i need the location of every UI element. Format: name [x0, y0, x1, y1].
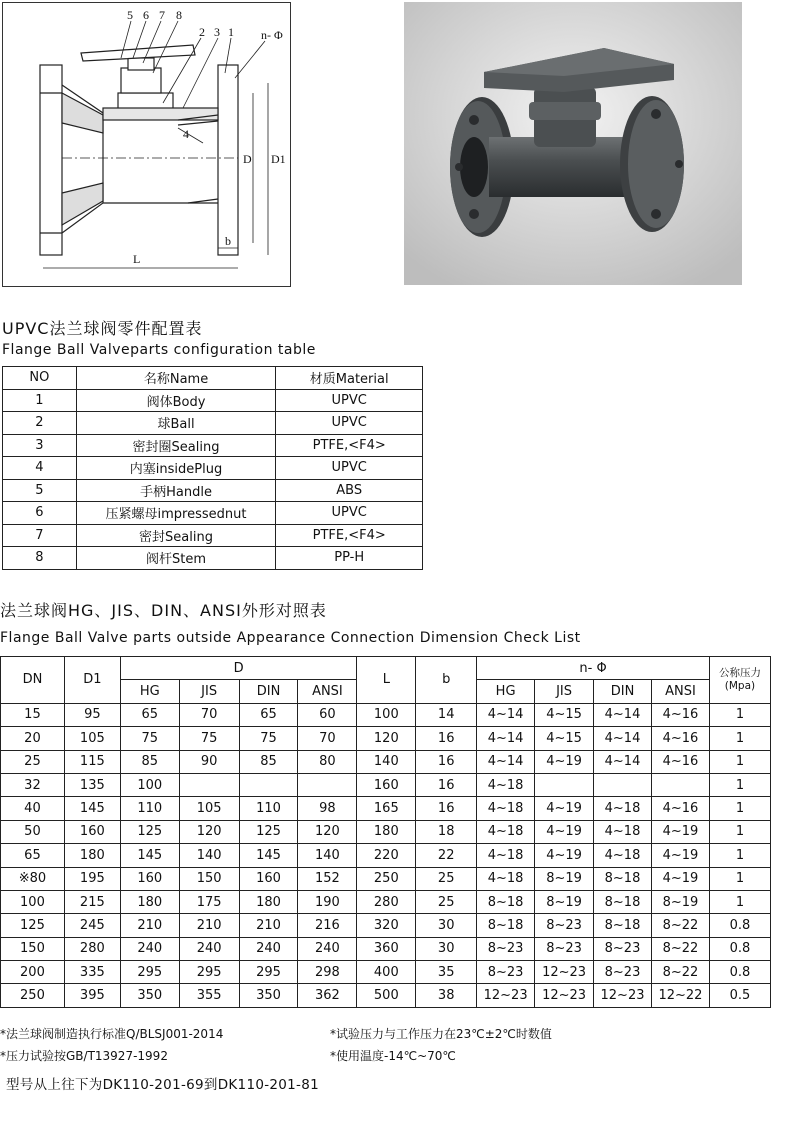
callout-6: 6 [143, 8, 149, 22]
cell: 120 [179, 820, 239, 843]
cell: UPVC [276, 389, 423, 412]
cell: 4~19 [535, 820, 594, 843]
cell: 298 [298, 961, 357, 984]
cell: 8~18 [594, 914, 652, 937]
cell: 350 [239, 984, 298, 1007]
cell: 140 [298, 844, 357, 867]
cell: 200 [1, 961, 65, 984]
table-row [1, 727, 771, 750]
table-row [1, 750, 771, 773]
table-row [1, 914, 771, 937]
cell: 320 [357, 914, 416, 937]
parts-title-cn: UPVC法兰球阀零件配置表 [2, 319, 203, 338]
cell: 90 [179, 750, 239, 773]
cell: 80 [298, 750, 357, 773]
table-row [3, 502, 423, 525]
cell: 4~19 [535, 844, 594, 867]
cell: 85 [120, 750, 179, 773]
cell: 335 [64, 961, 120, 984]
cell: 240 [179, 937, 239, 960]
cell: 350 [120, 984, 179, 1007]
header-b: b [416, 657, 477, 704]
cell: 4~18 [477, 797, 535, 820]
cell: 125 [239, 820, 298, 843]
table-row [1, 797, 771, 820]
cell: 150 [1, 937, 65, 960]
cell: 180 [120, 890, 179, 913]
cell: 3 [3, 434, 77, 457]
cell: 40 [1, 797, 65, 820]
cell: 35 [416, 961, 477, 984]
cell: 6 [3, 502, 77, 525]
cell: 180 [64, 844, 120, 867]
table-row [3, 412, 423, 435]
cell: 100 [120, 773, 179, 796]
parts-title-en: Flange Ball Valveparts configuration table [2, 342, 316, 358]
cell: 360 [357, 937, 416, 960]
cell: 65 [239, 703, 298, 726]
parts-header-row [3, 367, 423, 390]
cell: 4~19 [651, 820, 709, 843]
header-d-ansi: ANSI [298, 680, 357, 703]
header-d-jis: JIS [179, 680, 239, 703]
header-n-hg: HG [477, 680, 535, 703]
cell: 0.8 [709, 961, 770, 984]
cell: 8~23 [535, 937, 594, 960]
cell: 20 [1, 727, 65, 750]
callout-1: 1 [228, 25, 234, 39]
cell: 115 [64, 750, 120, 773]
cell: 125 [1, 914, 65, 937]
cell: 210 [239, 914, 298, 937]
cell: 195 [64, 867, 120, 890]
header-d1: D1 [64, 657, 120, 704]
cell: 8~18 [477, 914, 535, 937]
cell: 4~19 [535, 750, 594, 773]
cell: 30 [416, 914, 477, 937]
cell: 8~23 [594, 961, 652, 984]
callout-8: 8 [176, 8, 182, 22]
cell: 355 [179, 984, 239, 1007]
cell: PP-H [276, 547, 423, 570]
cell: 65 [120, 703, 179, 726]
cell: 8~18 [594, 867, 652, 890]
label-b: b [225, 234, 231, 248]
cell: 75 [239, 727, 298, 750]
dims-header-row-1 [1, 657, 771, 680]
cell: 152 [298, 867, 357, 890]
cell: 8~22 [651, 961, 709, 984]
dims-title-en: Flange Ball Valve parts outside Appearance Connection Dimension Check List [0, 630, 581, 646]
drawing-svg [3, 3, 290, 286]
cell: 25 [416, 890, 477, 913]
cell: 70 [298, 727, 357, 750]
cell: 250 [357, 867, 416, 890]
label-D: D [243, 152, 252, 166]
cell: 1 [709, 797, 770, 820]
cell: 280 [357, 890, 416, 913]
cell: ※80 [1, 867, 65, 890]
cell: 4 [3, 457, 77, 480]
cell: 500 [357, 984, 416, 1007]
cell: 4~15 [535, 727, 594, 750]
cell: 175 [179, 890, 239, 913]
table-row [3, 479, 423, 502]
cell: 125 [120, 820, 179, 843]
cell: 395 [64, 984, 120, 1007]
cell: 8~23 [594, 937, 652, 960]
parts-configuration-table [2, 366, 423, 570]
cell: 100 [357, 703, 416, 726]
cell: 210 [120, 914, 179, 937]
cell [179, 773, 239, 796]
dimension-check-table [0, 656, 771, 1008]
cell: 1 [709, 703, 770, 726]
cell: 18 [416, 820, 477, 843]
table-row [1, 961, 771, 984]
cell: 阀体Body [76, 389, 276, 412]
cell: 160 [357, 773, 416, 796]
cell: 140 [179, 844, 239, 867]
table-row [1, 937, 771, 960]
cell: 8~22 [651, 937, 709, 960]
cell: 8~23 [477, 937, 535, 960]
cell: 4~16 [651, 703, 709, 726]
cell: 16 [416, 727, 477, 750]
cell: 145 [239, 844, 298, 867]
cell: 球Ball [76, 412, 276, 435]
cell: 25 [1, 750, 65, 773]
cell: 105 [179, 797, 239, 820]
cell: 4~18 [594, 820, 652, 843]
cell: 110 [239, 797, 298, 820]
table-row [1, 773, 771, 796]
header-pressure [709, 657, 770, 704]
table-row [1, 820, 771, 843]
cell: 0.8 [709, 937, 770, 960]
cell: 75 [179, 727, 239, 750]
dims-body [1, 703, 771, 1007]
header-dn: DN [1, 657, 65, 704]
photo-svg [404, 2, 742, 285]
callout-7: 7 [159, 8, 165, 22]
cell: 295 [239, 961, 298, 984]
cell: 110 [120, 797, 179, 820]
cell: 190 [298, 890, 357, 913]
table-row [1, 867, 771, 890]
header-n-ansi: ANSI [651, 680, 709, 703]
header-material: 材质Material [276, 367, 423, 390]
cell: 22 [416, 844, 477, 867]
cell: 12~23 [535, 961, 594, 984]
cell: 4~18 [477, 773, 535, 796]
callout-4: 4 [183, 127, 189, 141]
cell: 145 [120, 844, 179, 867]
cell: 145 [64, 797, 120, 820]
cell [535, 773, 594, 796]
cell: 8~18 [594, 890, 652, 913]
cell: 8~18 [477, 890, 535, 913]
cell: 100 [1, 890, 65, 913]
cell: 12~22 [651, 984, 709, 1007]
cell: 8~22 [651, 914, 709, 937]
cell: 8~23 [535, 914, 594, 937]
cell: 4~18 [594, 797, 652, 820]
callout-2: 2 [199, 25, 205, 39]
header-l: L [357, 657, 416, 704]
cell: 4~14 [594, 703, 652, 726]
cell: 14 [416, 703, 477, 726]
cell: 1 [709, 890, 770, 913]
cell: 12~23 [594, 984, 652, 1007]
note-pressure-test: *压力试验按GB/T13927-1992 [0, 1049, 168, 1063]
pressure-unit: (Mpa) [724, 679, 756, 692]
cell: 240 [298, 937, 357, 960]
valve-cross-section-drawing [2, 2, 291, 287]
cell: ABS [276, 479, 423, 502]
cell: PTFE,<F4> [276, 524, 423, 547]
note-model-range: 型号从上往下为DK110-201-69到DK110-201-81 [6, 1077, 320, 1093]
cell: 压紧螺母impressednut [76, 502, 276, 525]
cell: 120 [298, 820, 357, 843]
cell: 105 [64, 727, 120, 750]
cell: 400 [357, 961, 416, 984]
cell: 15 [1, 703, 65, 726]
cell: 1 [709, 820, 770, 843]
cell: 75 [120, 727, 179, 750]
cell: 295 [179, 961, 239, 984]
cell: 密封圈Sealing [76, 434, 276, 457]
cell: 8 [3, 547, 77, 570]
cell: PTFE,<F4> [276, 434, 423, 457]
cell: 4~14 [477, 703, 535, 726]
cell: 140 [357, 750, 416, 773]
cell: 1 [709, 773, 770, 796]
table-row [3, 524, 423, 547]
cell: 密封Sealing [76, 524, 276, 547]
cell: 4~16 [651, 750, 709, 773]
cell: UPVC [276, 412, 423, 435]
cell: 245 [64, 914, 120, 937]
cell: 160 [64, 820, 120, 843]
label-D1: D1 [271, 152, 286, 166]
cell: 280 [64, 937, 120, 960]
cell: 250 [1, 984, 65, 1007]
cell: 4~18 [477, 867, 535, 890]
callout-3: 3 [214, 25, 220, 39]
cell: 4~18 [477, 820, 535, 843]
pressure-label: 公称压力 [718, 666, 761, 679]
callout-n-phi: n- Φ [261, 28, 283, 42]
cell: 2 [3, 412, 77, 435]
cell [298, 773, 357, 796]
cell: 70 [179, 703, 239, 726]
header-d: D [120, 657, 357, 680]
cell: 手柄Handle [76, 479, 276, 502]
cell [594, 773, 652, 796]
dims-title-cn: 法兰球阀HG、JIS、DIN、ANSI外形对照表 [0, 601, 327, 620]
label-L: L [133, 252, 141, 266]
cell: 8~19 [651, 890, 709, 913]
table-row [1, 844, 771, 867]
cell: 38 [416, 984, 477, 1007]
cell: 4~14 [477, 750, 535, 773]
cell: 4~18 [594, 844, 652, 867]
cell: 1 [709, 750, 770, 773]
cell: 30 [416, 937, 477, 960]
table-row [3, 389, 423, 412]
cell: 16 [416, 797, 477, 820]
header-name: 名称Name [76, 367, 276, 390]
cell: 120 [357, 727, 416, 750]
table-row [1, 984, 771, 1007]
cell: 165 [357, 797, 416, 820]
cell: 4~18 [477, 844, 535, 867]
cell: 8~23 [477, 961, 535, 984]
cell: 4~19 [651, 867, 709, 890]
cell: 16 [416, 750, 477, 773]
cell: 1 [709, 844, 770, 867]
cell: 362 [298, 984, 357, 1007]
cell: 50 [1, 820, 65, 843]
cell: 216 [298, 914, 357, 937]
cell: 60 [298, 703, 357, 726]
cell: 内塞insidePlug [76, 457, 276, 480]
cell: 220 [357, 844, 416, 867]
table-row [1, 890, 771, 913]
cell: 4~14 [594, 750, 652, 773]
cell: 180 [357, 820, 416, 843]
cell: 160 [239, 867, 298, 890]
cell: 135 [64, 773, 120, 796]
cell: 4~14 [594, 727, 652, 750]
cell: 4~16 [651, 797, 709, 820]
cell [239, 773, 298, 796]
cell: 8~19 [535, 867, 594, 890]
table-row [3, 434, 423, 457]
cell: 240 [120, 937, 179, 960]
header-n-phi: n- Φ [477, 657, 710, 680]
table-row [1, 703, 771, 726]
header-n-din: DIN [594, 680, 652, 703]
cell: 210 [179, 914, 239, 937]
cell: 65 [1, 844, 65, 867]
cell: 150 [179, 867, 239, 890]
table-row [3, 547, 423, 570]
cell: 95 [64, 703, 120, 726]
cell [651, 773, 709, 796]
cell: 1 [709, 867, 770, 890]
cell: 7 [3, 524, 77, 547]
cell: 85 [239, 750, 298, 773]
cell: 4~15 [535, 703, 594, 726]
cell: 180 [239, 890, 298, 913]
cell: 12~23 [535, 984, 594, 1007]
cell: 4~16 [651, 727, 709, 750]
cell: 98 [298, 797, 357, 820]
cell: 5 [3, 479, 77, 502]
cell: 1 [709, 727, 770, 750]
callout-5: 5 [127, 8, 133, 22]
cell: 1 [3, 389, 77, 412]
cell: 32 [1, 773, 65, 796]
cell: 8~19 [535, 890, 594, 913]
cell: 12~23 [477, 984, 535, 1007]
cell: 阀杆Stem [76, 547, 276, 570]
cell: 295 [120, 961, 179, 984]
cell: 16 [416, 773, 477, 796]
cell: UPVC [276, 457, 423, 480]
cell: 4~14 [477, 727, 535, 750]
valve-product-photo [404, 2, 742, 285]
cell: 25 [416, 867, 477, 890]
header-no: NO [3, 367, 77, 390]
cell: 4~19 [651, 844, 709, 867]
note-temperature: *使用温度-14℃~70℃ [330, 1049, 456, 1063]
header-d-din: DIN [239, 680, 298, 703]
cell: 160 [120, 867, 179, 890]
cell: 0.5 [709, 984, 770, 1007]
cell: UPVC [276, 502, 423, 525]
note-test-pressure: *试验压力与工作压力在23℃±2℃时数值 [330, 1027, 552, 1041]
note-standard: *法兰球阀制造执行标准Q/BLSJ001-2014 [0, 1027, 224, 1041]
table-row [3, 457, 423, 480]
cell: 4~19 [535, 797, 594, 820]
header-n-jis: JIS [535, 680, 594, 703]
cell: 240 [239, 937, 298, 960]
cell: 215 [64, 890, 120, 913]
header-d-hg: HG [120, 680, 179, 703]
cell: 0.8 [709, 914, 770, 937]
